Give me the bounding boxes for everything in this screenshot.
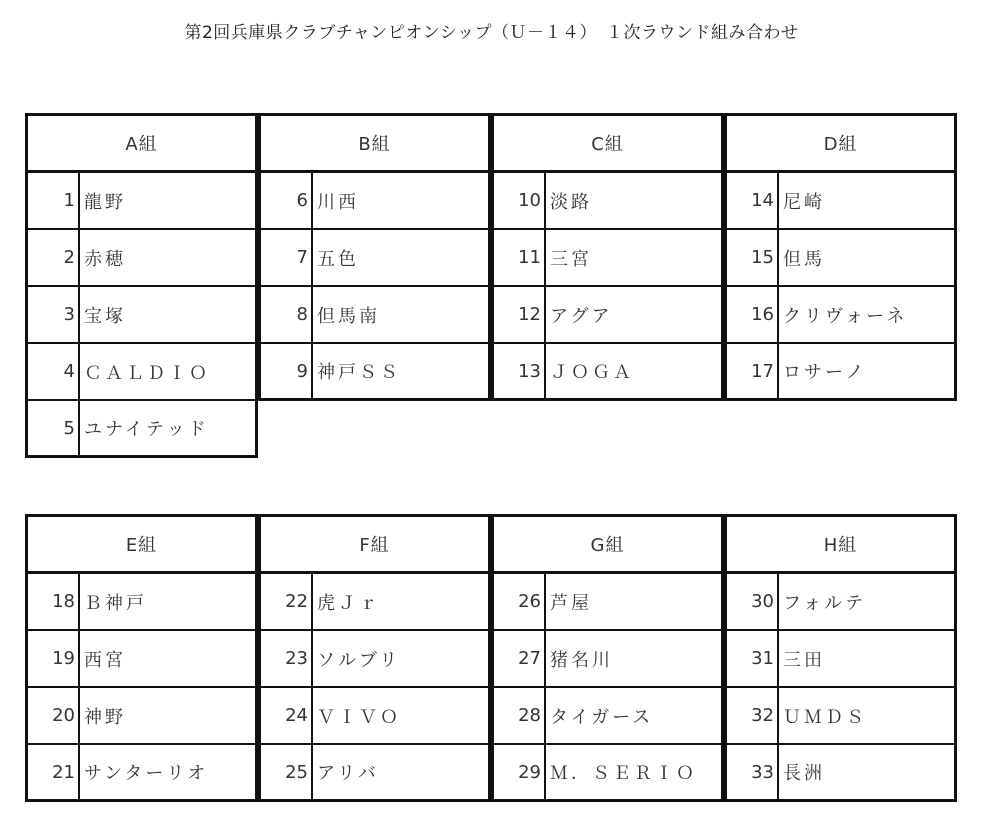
- team-number: 20: [28, 688, 80, 743]
- team-row: [25, 285, 258, 344]
- team-number: 2: [28, 230, 80, 285]
- team-number: 28: [494, 688, 546, 743]
- team-number: 17: [727, 344, 779, 398]
- team-row: [25, 399, 258, 458]
- team-name: ソルブリ: [317, 649, 401, 671]
- team-number: 24: [261, 688, 313, 743]
- team-row: [724, 342, 957, 401]
- team-row: [258, 572, 491, 631]
- team-name: クリヴォーネ: [783, 305, 908, 327]
- team-row: [258, 629, 491, 688]
- team-name: 五色: [317, 248, 359, 270]
- team-number: 29: [494, 745, 546, 799]
- group-header: B組: [258, 113, 491, 173]
- group-header: E組: [25, 514, 258, 574]
- team-row: [25, 629, 258, 688]
- team-number: 13: [494, 344, 546, 398]
- group-column: [25, 514, 258, 802]
- team-row: [491, 629, 724, 688]
- group-column: [258, 113, 491, 401]
- team-row: [724, 285, 957, 344]
- group-column: [25, 113, 258, 458]
- team-row: [258, 228, 491, 287]
- team-name: Ｍ．ＳＥＲＩＯ: [550, 763, 697, 784]
- group-column: [258, 514, 491, 802]
- team-name: ユナイテッド: [84, 419, 209, 440]
- team-name: 虎Ｊｒ: [317, 592, 380, 614]
- team-number: 26: [494, 574, 546, 629]
- team-number: 32: [727, 688, 779, 743]
- team-name: ＵＭＤＳ: [783, 706, 867, 728]
- team-row: [491, 743, 724, 802]
- group-column: [491, 113, 724, 401]
- team-name: 但馬: [783, 248, 825, 270]
- team-row: [258, 686, 491, 745]
- team-name: 川西: [317, 191, 359, 213]
- team-number: 14: [727, 173, 779, 228]
- team-name: 三宮: [550, 248, 592, 270]
- team-row: [25, 342, 258, 401]
- team-name: サンターリオ: [84, 763, 209, 784]
- team-number: 25: [261, 745, 313, 799]
- team-number: 33: [727, 745, 779, 799]
- team-name: ＪＯＧＡ: [550, 362, 634, 383]
- team-name: 但馬南: [317, 305, 380, 327]
- team-number: 9: [261, 344, 313, 398]
- team-row: [491, 686, 724, 745]
- team-name: 赤穂: [84, 248, 126, 270]
- team-number: 23: [261, 631, 313, 686]
- page-title: 第2回兵庫県クラブチャンピオンシップ（Ｕ－１４） １次ラウンド組み合わせ: [184, 23, 799, 43]
- group-column: [491, 514, 724, 802]
- team-number: 10: [494, 173, 546, 228]
- team-row: [258, 285, 491, 344]
- team-row: [258, 171, 491, 230]
- team-row: [491, 342, 724, 401]
- team-name: Ｂ神戸: [84, 592, 147, 614]
- team-number: 4: [28, 344, 80, 399]
- team-row: [724, 572, 957, 631]
- team-number: 12: [494, 287, 546, 342]
- team-number: 11: [494, 230, 546, 285]
- team-name: ロサーノ: [783, 362, 867, 383]
- team-name: 長洲: [783, 763, 825, 784]
- team-row: [25, 171, 258, 230]
- team-row: [25, 228, 258, 287]
- group-column: [724, 514, 957, 802]
- team-row: [258, 743, 491, 802]
- team-number: 15: [727, 230, 779, 285]
- team-name: タイガース: [550, 706, 654, 728]
- group-header: A組: [25, 113, 258, 173]
- team-name: 神戸ＳＳ: [317, 362, 401, 383]
- team-number: 16: [727, 287, 779, 342]
- team-row: [724, 629, 957, 688]
- team-row: [491, 285, 724, 344]
- team-row: [724, 228, 957, 287]
- team-number: 18: [28, 574, 80, 629]
- team-row: [258, 342, 491, 401]
- team-number: 21: [28, 745, 80, 799]
- team-number: 6: [261, 173, 313, 228]
- team-number: 3: [28, 287, 80, 342]
- team-row: [491, 228, 724, 287]
- team-row: [491, 572, 724, 631]
- team-name: アグア: [550, 305, 613, 327]
- group-header: H組: [724, 514, 957, 574]
- team-name: 龍野: [84, 191, 126, 213]
- team-number: 1: [28, 173, 80, 228]
- group-header: G組: [491, 514, 724, 574]
- team-name: アリバ: [317, 763, 379, 784]
- team-name: ＶＩＶＯ: [317, 706, 401, 728]
- group-header: D組: [724, 113, 957, 173]
- group-header: C組: [491, 113, 724, 173]
- team-name: 三田: [783, 649, 825, 671]
- team-name: 猪名川: [550, 649, 613, 671]
- group-column: [724, 113, 957, 401]
- team-row: [491, 171, 724, 230]
- team-number: 30: [727, 574, 779, 629]
- team-row: [724, 171, 957, 230]
- team-name: フォルテ: [783, 592, 867, 614]
- team-row: [724, 686, 957, 745]
- team-number: 19: [28, 631, 80, 686]
- team-name: 神野: [84, 706, 126, 728]
- group-header: F組: [258, 514, 491, 574]
- team-name: 芦屋: [550, 592, 592, 614]
- team-name: 西宮: [84, 649, 126, 671]
- team-number: 22: [261, 574, 313, 629]
- team-row: [25, 572, 258, 631]
- team-name: ＣＡＬＤＩＯ: [84, 362, 210, 384]
- team-row: [25, 743, 258, 802]
- team-number: 31: [727, 631, 779, 686]
- team-number: 7: [261, 230, 313, 285]
- team-number: 27: [494, 631, 546, 686]
- team-name: 宝塚: [84, 305, 126, 327]
- team-name: 淡路: [550, 191, 592, 213]
- team-name: 尼崎: [783, 191, 825, 213]
- team-number: 8: [261, 287, 313, 342]
- team-row: [25, 686, 258, 745]
- team-row: [724, 743, 957, 802]
- team-number: 5: [28, 401, 80, 455]
